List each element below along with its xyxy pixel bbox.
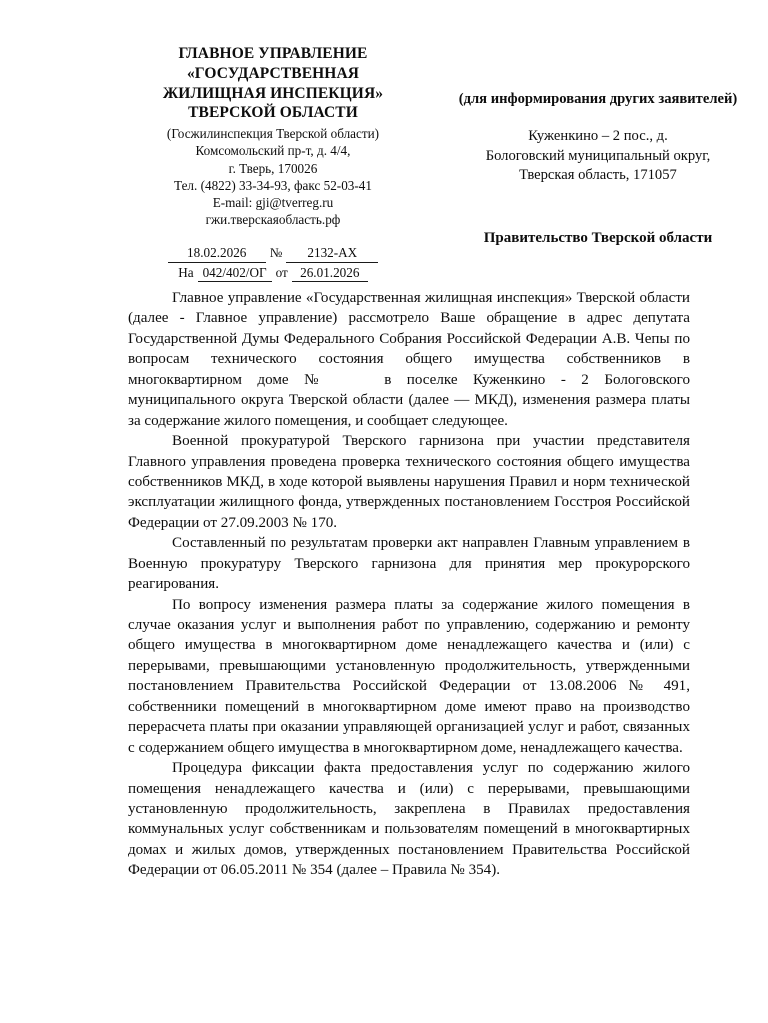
addressee-address-line-3: Тверская область, 171057: [519, 167, 677, 184]
organization-title-line-4: ТВЕРСКОЙ ОБЛАСТИ: [188, 104, 358, 122]
incoming-prefix-label: На: [178, 264, 194, 280]
incoming-reference-line: [108, 264, 438, 283]
paragraph-prosecutor-check: Военной прокуратурой Тверского гарнизона при участии представителя Главного управления проведена проверка технического состояния общего имущества собственников МКД, в ходе которой выявлены нарушения Правил и норм технической эксплуатации жилищного фонда, утвержденных постановлением Госстроя Российской Федерации от 27.09.2003 № 170.: [128, 433, 690, 531]
organization-contact-details: [108, 125, 438, 228]
reference-block: [108, 244, 438, 282]
addressee-address-line-2: Бологовский муниципальный округ,: [485, 147, 711, 164]
incoming-number: 042/402/ОГ: [198, 265, 272, 283]
paragraph-intro: [128, 288, 690, 431]
incoming-date: 26.01.2026: [292, 265, 368, 283]
organization-short-name: (Госжилинспекция Тверской области): [166, 126, 380, 142]
organization-street-address: Комсомольский пр-т, д. 4/4,: [195, 143, 351, 159]
addressee-block: [448, 44, 748, 247]
paragraph-procedure-rules: Процедура фиксации факта предоставления услуг по содержанию жилого помещения ненадлежащего качества и (или) с перерывами, превышающими установленную продолжительность, закреплена в Правилах предоставления коммунальных услуг собственникам и пользователям помещений в многоквартирных домах и жилых домов, утвержденных постановлением Правительства Российской Федерации от 06.05.2011 № 354 (далее – Правила № 354).: [128, 760, 690, 879]
outgoing-date: 18.02.2026: [168, 245, 266, 263]
organization-title-line-3: ЖИЛИЩНАЯ ИНСПЕКЦИЯ»: [162, 84, 384, 102]
paragraph-intro-after-blank: в поселке Куженкино - 2 Бологовского муниципального округа Тверской области (далее — МКД), изменения размера платы за содержание жилого помещения, и сообщает следующее.: [128, 371, 690, 429]
addressee-government: Правительство Тверской области: [483, 229, 713, 246]
outgoing-number: 2132-АХ: [286, 245, 378, 263]
incoming-connector-label: от: [275, 264, 288, 280]
paragraph-act-sent: Составленный по результатам проверки акт направлен Главным управлением в Военную прокуратуру Тверского гарнизона для принятия мер прокурорского реагирования.: [128, 535, 690, 593]
addressee-address: [448, 127, 748, 186]
paragraph-payment-change: По вопросу изменения размера платы за содержание жилого помещения в случае оказания услуг и выполнения работ по управлению, содержанию и ремонту общего имущества в многоквартирном доме ненадлежащего качества и (или) с перерывами, превышающими установленную продолжительность, утвержденными постановлением Правительства Российской Федерации от 13.08.2006 № 491, собственники помещений в многоквартирном доме имеют право на производство перерасчета платы при оказании управляющей организацией услуг и работ, связанных с содержанием общего имущества в многоквартирном доме, ненадлежащего качества.: [128, 596, 690, 756]
organization-phone-fax: Тел. (4822) 33-34-93, факс 52-03-41: [174, 177, 372, 193]
letterhead: [0, 44, 768, 283]
organization-email: E-mail: gji@tverreg.ru: [212, 194, 334, 210]
letterhead-sender-block: [108, 44, 438, 283]
organization-title-line-2: «ГОСУДАРСТВЕННАЯ: [186, 64, 360, 82]
number-symbol: №: [269, 245, 283, 261]
organization-title: [108, 44, 438, 123]
addressee-address-line-1: Куженкино – 2 пос., д.: [528, 127, 668, 144]
organization-website: гжи.тверскаяобласть.рф: [205, 212, 341, 228]
paragraph-intro-before-blank: Главное управление «Государственная жилищная инспекция» Тверской области (далее - Главное управление) рассмотрело Ваше обращение в адрес депутата Государственной Думы Федерального Собрания Российской Федерации А.В. Чепы по вопросам технического состояния общего имущества собственников в многоквартирном доме №: [128, 290, 690, 388]
outgoing-reference-line: [108, 244, 438, 263]
document-body: [128, 288, 690, 881]
addressee-note: (для информирования других заявителей): [458, 91, 738, 107]
organization-city-postcode: г. Тверь, 170026: [228, 160, 318, 176]
organization-title-line-1: ГЛАВНОЕ УПРАВЛЕНИЕ: [178, 45, 368, 62]
